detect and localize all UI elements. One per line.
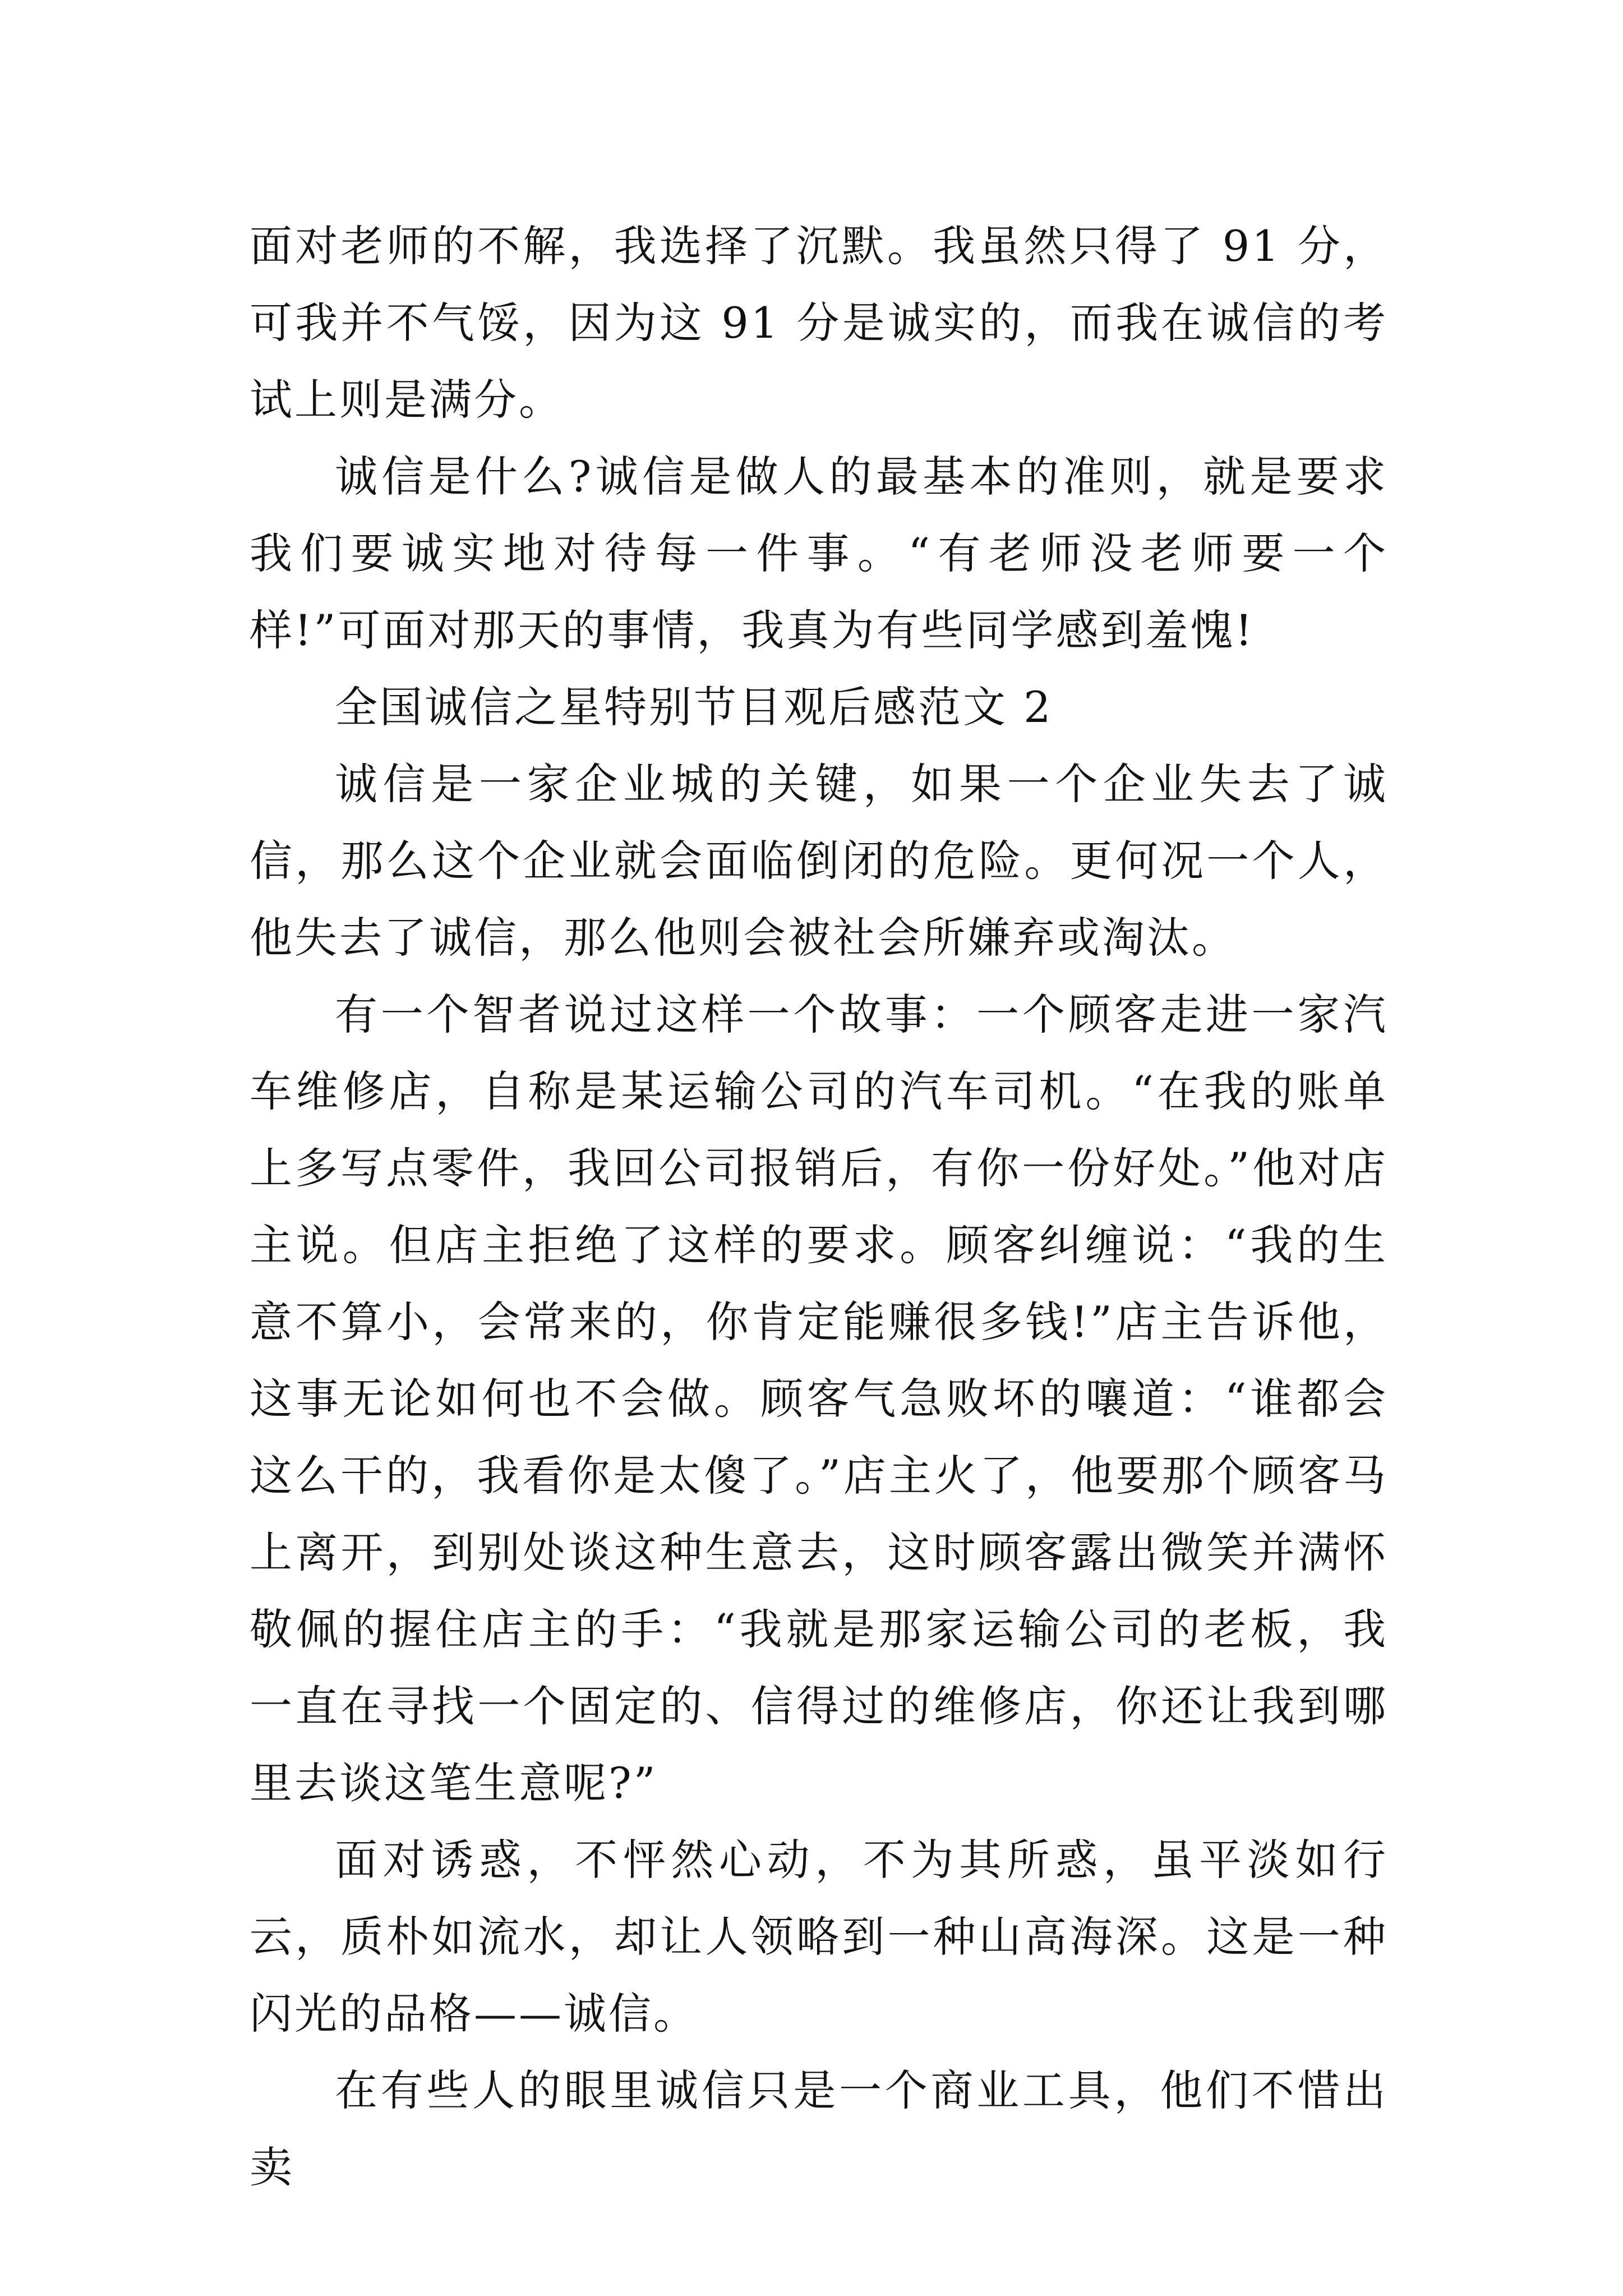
paragraph-6: 在有些人的眼里诚信只是一个商业工具，他们不惜出卖	[250, 2065, 1388, 2192]
paragraph-1: 面对老师的不解，我选择了沉默。我虽然只得了 91 分，可我并不气馁，因为这 91 分是诚实的，而我在诚信的考试上则是满分。	[250, 221, 1388, 425]
paragraph-2: 诚信是什么?诚信是做人的最基本的准则，就是要求我们要诚实地对待每一件事。“有老师没老师要一个样!”可面对那天的事情，我真为有些同学感到羞愧!	[250, 452, 1388, 655]
section-heading: 全国诚信之星特别节目观后感范文 2	[335, 682, 1053, 732]
paragraph-4: 有一个智者说过这样一个故事：一个顾客走进一家汽车维修店，自称是某运输公司的汽车司机。“在我的账单上多写点零件，我回公司报销后，有你一份好处。”他对店主说。但店主拒绝了这样的要求。顾客纠缠说：“我的生意不算小，会常来的，你肯定能赚很多钱!”店主告诉他，这事无论如何也不会做。顾客气急败坏的嚷道：“谁都会这么干的，我看你是太傻了。”店主火了，他要那个顾客马上离开，到别处谈这种生意去，这时顾客露出微笑并满怀敬佩的握住店主的手：“我就是那家运输公司的老板，我一直在寻找一个固定的、信得过的维修店，你还让我到哪里去谈这笔生意呢?”	[250, 990, 1388, 1808]
paragraph-3: 诚信是一家企业城的关键，如果一个企业失去了诚信，那么这个企业就会面临倒闭的危险。更何况一个人，他失去了诚信，那么他则会被社会所嫌弃或淘汰。	[250, 759, 1388, 963]
document-body	[250, 208, 1388, 2206]
paragraph-5: 面对诱惑，不怦然心动，不为其所惑，虽平淡如行云，质朴如流水，却让人领略到一种山高海深。这是一种闪光的品格——诚信。	[250, 1835, 1388, 2039]
